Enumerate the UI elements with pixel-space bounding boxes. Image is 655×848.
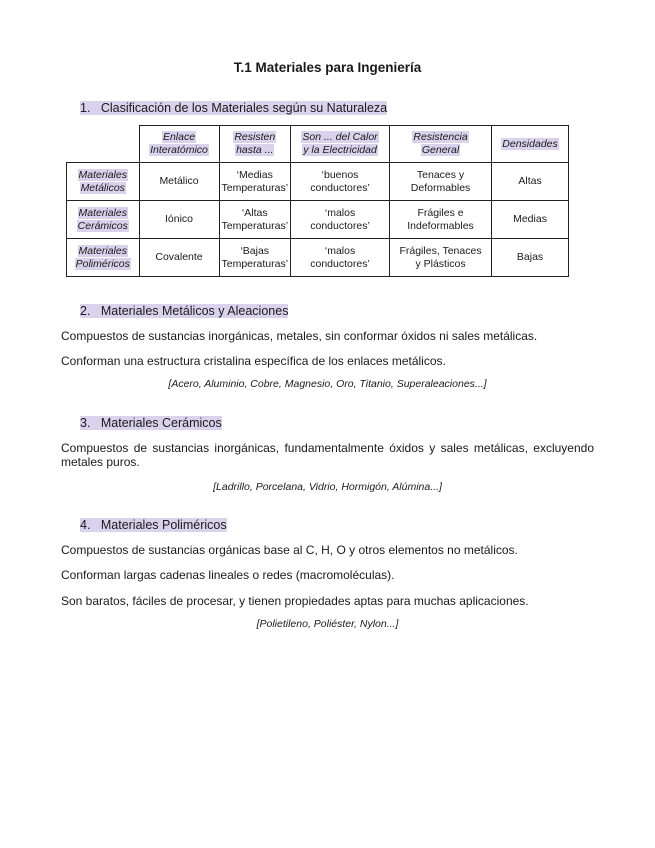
section-3-heading [80, 415, 222, 431]
paragraph: Compuestos de sustancias orgánicas base al C, H, O y otros elementos no metálicos. [61, 543, 518, 557]
table-cell: Covalente [139, 239, 219, 277]
table-cell: Tenaces y Deformables [390, 163, 492, 201]
section-2-heading [80, 303, 288, 319]
section-number: 2. [80, 304, 91, 318]
table-cell: ‘Medias Temperaturas’ [219, 163, 291, 201]
paragraph: Conforman largas cadenas lineales o redes (macromoléculas). [61, 568, 395, 582]
header-densidades: Densidades [492, 126, 569, 163]
header-resisten: Resisten hasta ... [219, 126, 291, 163]
table-cell: Bajas [492, 239, 569, 277]
table-cell: Altas [492, 163, 569, 201]
examples-polimericos: [Polietileno, Poliéster, Nylon...] [256, 618, 399, 630]
table-cell: Iónico [139, 201, 219, 239]
row-label-polimericos: Materiales Poliméricos [67, 239, 140, 277]
section-number: 4. [80, 518, 91, 532]
row-label-metalicos: Materiales Metálicos [67, 163, 140, 201]
header-resistencia: Resistencia General [390, 126, 492, 163]
examples-ceramicos: [Ladrillo, Porcelana, Vidrio, Hormigón, Alúmina...] [213, 481, 442, 493]
table-cell: Metálico [139, 163, 219, 201]
table-cell: ‘malos conductores’ [291, 201, 390, 239]
table-cell: ‘Bajas Temperaturas’ [219, 239, 291, 277]
table-row [67, 201, 569, 239]
examples-metalicos: [Acero, Aluminio, Cobre, Magnesio, Oro, Titanio, Superaleaciones...] [168, 378, 487, 390]
page-title: T.1 Materiales para Ingeniería [233, 60, 422, 75]
paragraph: Compuestos de sustancias inorgánicas, fundamentalmente óxidos y sales metálicas, excluyendo metales puros. [61, 441, 594, 469]
materials-classification-table [66, 125, 569, 277]
header-enlace: Enlace Interatómico [139, 126, 219, 163]
table-cell: Frágiles, Tenaces y Plásticos [390, 239, 492, 277]
paragraph: Compuestos de sustancias inorgánicas, metales, sin conformar óxidos ni sales metálicas. [61, 329, 538, 343]
section-4-heading [80, 517, 227, 533]
table-corner [67, 126, 140, 163]
section-number: 1. [80, 101, 91, 115]
section-title: Materiales Metálicos y Aleaciones [100, 304, 289, 318]
paragraph: Son baratos, fáciles de procesar, y tienen propiedades aptas para muchas aplicaciones. [61, 594, 529, 608]
row-label-ceramicos: Materiales Cerámicos [67, 201, 140, 239]
section-title: Clasificación de los Materiales según su Naturaleza [100, 101, 388, 115]
table-row [67, 239, 569, 277]
paragraph: Conforman una estructura cristalina específica de los enlaces metálicos. [61, 354, 446, 368]
section-1-heading [80, 100, 387, 116]
section-title: Materiales Poliméricos [100, 518, 227, 532]
table-cell: Frágiles e Indeformables [390, 201, 492, 239]
table-cell: ‘Altas Temperaturas’ [219, 201, 291, 239]
table-row [67, 163, 569, 201]
header-conductividad: Son ... del Calor y la Electricidad [291, 126, 390, 163]
section-number: 3. [80, 416, 91, 430]
table-cell: ‘malos conductores’ [291, 239, 390, 277]
table-cell: ‘buenos conductores’ [291, 163, 390, 201]
table-cell: Medias [492, 201, 569, 239]
section-title: Materiales Cerámicos [100, 416, 222, 430]
